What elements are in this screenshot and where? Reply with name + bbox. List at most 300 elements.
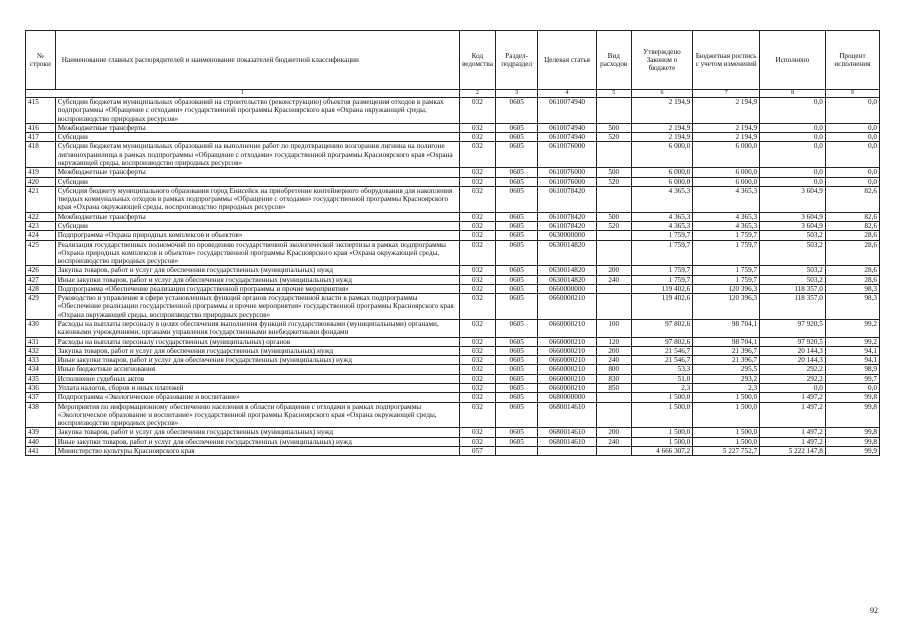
row-name-cell: Руководство и управление в сфере установленных функций органов государственной власти в рамках подпрограммы «Обеспечение реализации государственной программы и прочие мероприятия» государственной программы Красноярского края «Охрана окружающей среды, воспроизводство природных ресурсов» — [55, 294, 459, 320]
budget-list-cell: 2 194,9 — [693, 98, 760, 124]
approved-cell: 1 759,7 — [631, 231, 693, 240]
row-number-cell: 425 — [26, 240, 56, 266]
budget-list-cell: 295,5 — [693, 365, 760, 374]
row-name-cell: Мероприятия по информационному обеспечению населения в области обращения с отходами в рамках подпрограммы «Экологическое образование и воспитание» государственной программы Красноярского края «Охрана окружающей среды, воспроизводство природных ресурсов» — [55, 402, 459, 428]
section-cell: 0605 — [495, 374, 537, 383]
row-number-cell: 421 — [26, 186, 56, 212]
dept-code-cell: 032 — [459, 384, 495, 393]
executed-cell: 503,2 — [760, 275, 826, 284]
row-name-cell: Иные бюджетные ассигнования — [55, 365, 459, 374]
section-cell: 0605 — [495, 337, 537, 346]
approved-cell: 4 365,3 — [631, 186, 693, 212]
dept-code-cell: 032 — [459, 168, 495, 177]
section-cell: 0605 — [495, 393, 537, 402]
row-name-cell: Субсидии бюджетам муниципальных образований на выполнение работ по предотвращению возгорания лигнина на полигоне лигнинохранилища в рамках подпрограммы «Обращение с отходами» государственной программы Красноярского края «Охрана окружающей среды, воспроизводство природных ресурсов» — [55, 142, 459, 168]
budget-list-cell: 6 000,0 — [693, 168, 760, 177]
row-number-cell: 438 — [26, 402, 56, 428]
row-number-cell: 415 — [26, 98, 56, 124]
percent-cell: 99,2 — [825, 337, 879, 346]
row-name-cell: Расходы на выплаты персоналу в целях обеспечения выполнения функций государственными (муниципальными) органами, казенными учреждениями, органами управления государственными внебюджетными фондами — [55, 320, 459, 338]
budget-list-cell: 2 194,9 — [693, 123, 760, 132]
table-row — [26, 384, 880, 393]
row-number-cell: 429 — [26, 294, 56, 320]
approved-cell: 4 666 307,2 — [631, 446, 693, 455]
approved-cell: 1 759,7 — [631, 240, 693, 266]
approved-cell: 2,3 — [631, 384, 693, 393]
row-name-cell: Закупка товаров, работ и услуг для обеспечения государственных (муниципальных) нужд — [55, 428, 459, 437]
target-cell: 0630014820 — [538, 266, 596, 275]
percent-cell: 94,1 — [825, 346, 879, 355]
row-name-cell: Межбюджетные трансферты — [55, 212, 459, 221]
percent-cell: 0,0 — [825, 177, 879, 186]
percent-cell: 82,6 — [825, 212, 879, 221]
section-cell: 0605 — [495, 356, 537, 365]
table-header-row — [26, 31, 880, 90]
target-cell: 0660000210 — [538, 346, 596, 355]
target-cell: 0610078420 — [538, 221, 596, 230]
row-name-cell: Исполнение судебных актов — [55, 374, 459, 383]
executed-cell: 503,2 — [760, 231, 826, 240]
row-name-cell: Подпрограмма «Обеспечение реализации государственной программы и прочие мероприятия» — [55, 284, 459, 293]
dept-code-cell: 032 — [459, 186, 495, 212]
row-number-cell: 439 — [26, 428, 56, 437]
section-cell: 0605 — [495, 240, 537, 266]
dept-code-cell: 057 — [459, 446, 495, 455]
target-cell: 0610078420 — [538, 212, 596, 221]
expense-type-cell: 200 — [596, 428, 631, 437]
section-cell: 0605 — [495, 98, 537, 124]
executed-cell: 118 357,0 — [760, 294, 826, 320]
column-index-cell: 7 — [693, 90, 760, 98]
percent-cell: 0,0 — [825, 133, 879, 142]
budget-list-cell: 1 759,7 — [693, 275, 760, 284]
header-budget-list: Бюджетная роспись с учетом изменений — [693, 31, 760, 90]
section-cell: 0605 — [495, 231, 537, 240]
target-cell: 0680014610 — [538, 437, 596, 446]
table-row — [26, 133, 880, 142]
row-number-cell: 424 — [26, 231, 56, 240]
expense-type-cell: 830 — [596, 374, 631, 383]
table-row — [26, 212, 880, 221]
table-row — [26, 337, 880, 346]
row-name-cell: Иные закупки товаров, работ и услуг для обеспечения государственных (муниципальных) нужд — [55, 356, 459, 365]
dept-code-cell: 032 — [459, 123, 495, 132]
table-row — [26, 346, 880, 355]
column-index-cell: 8 — [760, 90, 826, 98]
row-number-cell: 431 — [26, 337, 56, 346]
expense-type-cell: 500 — [596, 212, 631, 221]
executed-cell: 0,0 — [760, 142, 826, 168]
section-cell: 0605 — [495, 221, 537, 230]
section-cell: 0605 — [495, 346, 537, 355]
section-cell: 0605 — [495, 186, 537, 212]
table-row — [26, 142, 880, 168]
percent-cell: 99,8 — [825, 428, 879, 437]
dept-code-cell: 032 — [459, 356, 495, 365]
target-cell: 0660000210 — [538, 356, 596, 365]
budget-list-cell: 2,3 — [693, 384, 760, 393]
row-number-cell: 417 — [26, 133, 56, 142]
percent-cell: 28,6 — [825, 266, 879, 275]
dept-code-cell: 032 — [459, 275, 495, 284]
section-cell: 0605 — [495, 284, 537, 293]
section-cell: 0605 — [495, 365, 537, 374]
column-index-row — [26, 90, 880, 98]
executed-cell: 292,2 — [760, 365, 826, 374]
row-number-cell: 434 — [26, 365, 56, 374]
expense-type-cell: 520 — [596, 133, 631, 142]
executed-cell: 0,0 — [760, 168, 826, 177]
page-number: 92 — [870, 606, 878, 615]
dept-code-cell: 032 — [459, 294, 495, 320]
table-row — [26, 177, 880, 186]
table-body — [26, 98, 880, 456]
dept-code-cell: 032 — [459, 212, 495, 221]
expense-type-cell — [596, 186, 631, 212]
row-name-cell: Субсидии — [55, 221, 459, 230]
table-row — [26, 428, 880, 437]
budget-list-cell: 5 227 752,7 — [693, 446, 760, 455]
percent-cell: 99,7 — [825, 374, 879, 383]
percent-cell: 99,8 — [825, 393, 879, 402]
percent-cell: 94,1 — [825, 356, 879, 365]
table-row — [26, 275, 880, 284]
dept-code-cell: 032 — [459, 231, 495, 240]
dept-code-cell: 032 — [459, 284, 495, 293]
header-name: Наименование главных распорядителей и наименование показателей бюджетной классификации — [55, 31, 459, 90]
percent-cell: 98,3 — [825, 294, 879, 320]
budget-list-cell: 6 000,0 — [693, 177, 760, 186]
approved-cell: 97 802,6 — [631, 337, 693, 346]
target-cell: 0610074940 — [538, 123, 596, 132]
target-cell: 0660000210 — [538, 320, 596, 338]
executed-cell: 97 920,5 — [760, 320, 826, 338]
expense-type-cell — [596, 393, 631, 402]
executed-cell: 1 497,2 — [760, 428, 826, 437]
column-index-cell: 4 — [538, 90, 596, 98]
table-row — [26, 320, 880, 338]
budget-table — [25, 30, 880, 456]
percent-cell: 0,0 — [825, 142, 879, 168]
row-name-cell: Подпрограмма «Охрана природных комплексов и объектов» — [55, 231, 459, 240]
expense-type-cell — [596, 142, 631, 168]
section-cell: 0605 — [495, 275, 537, 284]
percent-cell: 0,0 — [825, 168, 879, 177]
dept-code-cell: 032 — [459, 98, 495, 124]
table-row — [26, 168, 880, 177]
target-cell: 0630014820 — [538, 240, 596, 266]
row-name-cell: Уплата налогов, сборов и иных платежей — [55, 384, 459, 393]
row-name-cell: Закупка товаров, работ и услуг для обеспечения государственных (муниципальных) нужд — [55, 266, 459, 275]
percent-cell: 0,0 — [825, 384, 879, 393]
row-number-cell: 427 — [26, 275, 56, 284]
budget-list-cell: 4 365,3 — [693, 221, 760, 230]
row-name-cell: Министерство культуры Красноярского края — [55, 446, 459, 455]
table-row — [26, 231, 880, 240]
approved-cell: 51,0 — [631, 374, 693, 383]
row-number-cell: 432 — [26, 346, 56, 355]
expense-type-cell: 520 — [596, 221, 631, 230]
approved-cell: 1 759,7 — [631, 275, 693, 284]
section-cell: 0605 — [495, 384, 537, 393]
approved-cell: 1 500,0 — [631, 428, 693, 437]
approved-cell: 53,3 — [631, 365, 693, 374]
dept-code-cell: 032 — [459, 221, 495, 230]
target-cell: 0680000000 — [538, 393, 596, 402]
executed-cell: 3 604,9 — [760, 212, 826, 221]
budget-list-cell: 120 396,3 — [693, 294, 760, 320]
expense-type-cell: 240 — [596, 437, 631, 446]
expense-type-cell: 200 — [596, 266, 631, 275]
budget-list-cell: 1 500,0 — [693, 428, 760, 437]
executed-cell: 97 920,5 — [760, 337, 826, 346]
expense-type-cell — [596, 402, 631, 428]
executed-cell: 1 497,2 — [760, 402, 826, 428]
expense-type-cell: 500 — [596, 123, 631, 132]
section-cell: 0605 — [495, 123, 537, 132]
row-number-cell: 437 — [26, 393, 56, 402]
budget-list-cell: 4 365,3 — [693, 212, 760, 221]
budget-list-cell: 1 759,7 — [693, 266, 760, 275]
section-cell: 0605 — [495, 133, 537, 142]
percent-cell: 28,6 — [825, 231, 879, 240]
executed-cell: 3 604,9 — [760, 186, 826, 212]
row-name-cell: Реализация государственных полномочий по проведению государственной экологической экспертизы в рамках подпрограммы «Охрана природных комплексов и объектов» государственной программы Красноярского края «Охрана окружающей среды, воспроизводство природных ресурсов» — [55, 240, 459, 266]
approved-cell: 1 500,0 — [631, 393, 693, 402]
dept-code-cell: 032 — [459, 428, 495, 437]
budget-list-cell: 4 365,3 — [693, 186, 760, 212]
executed-cell: 0,0 — [760, 123, 826, 132]
column-index-cell: 2 — [459, 90, 495, 98]
budget-list-cell: 2 194,9 — [693, 133, 760, 142]
section-cell: 0605 — [495, 428, 537, 437]
target-cell: 0660000000 — [538, 284, 596, 293]
expense-type-cell: 120 — [596, 337, 631, 346]
approved-cell: 21 546,7 — [631, 356, 693, 365]
budget-list-cell: 21 396,7 — [693, 356, 760, 365]
row-number-cell: 436 — [26, 384, 56, 393]
table-row — [26, 123, 880, 132]
row-name-cell: Иные закупки товаров, работ и услуг для обеспечения государственных (муниципальных) нужд — [55, 437, 459, 446]
percent-cell: 28,6 — [825, 275, 879, 284]
approved-cell: 4 365,3 — [631, 212, 693, 221]
column-index-cell: 5 — [596, 90, 631, 98]
section-cell: 0605 — [495, 402, 537, 428]
row-name-cell: Расходы на выплаты персоналу государственных (муниципальных) органов — [55, 337, 459, 346]
row-number-cell: 428 — [26, 284, 56, 293]
table-row — [26, 294, 880, 320]
executed-cell: 0,0 — [760, 177, 826, 186]
approved-cell: 119 402,6 — [631, 284, 693, 293]
table-row — [26, 437, 880, 446]
column-index-cell: 1 — [26, 90, 460, 98]
dept-code-cell: 032 — [459, 142, 495, 168]
section-cell: 0605 — [495, 320, 537, 338]
row-name-cell: Иные закупки товаров, работ и услуг для обеспечения государственных (муниципальных) нужд — [55, 275, 459, 284]
target-cell: 0610078420 — [538, 186, 596, 212]
budget-list-cell: 120 396,3 — [693, 284, 760, 293]
dept-code-cell: 032 — [459, 320, 495, 338]
row-number-cell: 423 — [26, 221, 56, 230]
approved-cell: 2 194,9 — [631, 98, 693, 124]
row-name-cell: Межбюджетные трансферты — [55, 123, 459, 132]
executed-cell: 503,2 — [760, 266, 826, 275]
approved-cell: 1 759,7 — [631, 266, 693, 275]
percent-cell: 28,6 — [825, 240, 879, 266]
target-cell: 0610074940 — [538, 98, 596, 124]
dept-code-cell: 032 — [459, 437, 495, 446]
column-index-cell: 9 — [825, 90, 879, 98]
expense-type-cell: 200 — [596, 346, 631, 355]
dept-code-cell: 032 — [459, 365, 495, 374]
row-number-cell: 440 — [26, 437, 56, 446]
executed-cell: 118 357,0 — [760, 284, 826, 293]
column-index-cell: 3 — [495, 90, 537, 98]
expense-type-cell — [596, 98, 631, 124]
header-executed: Исполнено — [760, 31, 826, 90]
percent-cell: 82,6 — [825, 221, 879, 230]
target-cell: 0660000210 — [538, 365, 596, 374]
row-name-cell: Подпрограмма «Экологическое образование и воспитание» — [55, 393, 459, 402]
row-number-cell: 426 — [26, 266, 56, 275]
section-cell: 0605 — [495, 266, 537, 275]
target-cell — [538, 446, 596, 455]
executed-cell: 503,2 — [760, 240, 826, 266]
expense-type-cell — [596, 284, 631, 293]
table-row — [26, 402, 880, 428]
header-percent: Процент исполнения — [825, 31, 879, 90]
dept-code-cell: 032 — [459, 177, 495, 186]
expense-type-cell — [596, 240, 631, 266]
expense-type-cell: 240 — [596, 275, 631, 284]
budget-list-cell: 21 396,7 — [693, 346, 760, 355]
row-name-cell: Субсидия бюджету муниципального образования город Енисейск на приобретение контейнерного оборудования для накопления твердых коммунальных отходов в рамках подпрограммы «Обращение с отходами» государственной программы Красноярского края «Охрана окружающей среды, воспроизводство природных ресурсов» — [55, 186, 459, 212]
section-cell: 0605 — [495, 294, 537, 320]
target-cell: 0660000210 — [538, 294, 596, 320]
executed-cell: 1 497,2 — [760, 393, 826, 402]
executed-cell: 0,0 — [760, 384, 826, 393]
approved-cell: 4 365,3 — [631, 221, 693, 230]
budget-list-cell: 1 500,0 — [693, 437, 760, 446]
table-row — [26, 98, 880, 124]
table-row — [26, 240, 880, 266]
section-cell: 0605 — [495, 168, 537, 177]
budget-list-cell: 6 000,0 — [693, 142, 760, 168]
table-row — [26, 284, 880, 293]
column-index-cell: 6 — [631, 90, 693, 98]
header-row-no: № строки — [26, 31, 56, 90]
approved-cell: 6 000,0 — [631, 142, 693, 168]
expense-type-cell: 100 — [596, 320, 631, 338]
approved-cell: 119 402,6 — [631, 294, 693, 320]
approved-cell: 1 500,0 — [631, 402, 693, 428]
row-number-cell: 416 — [26, 123, 56, 132]
budget-list-cell: 293,2 — [693, 374, 760, 383]
header-section: Раздел-подраздел — [495, 31, 537, 90]
target-cell: 0610076000 — [538, 168, 596, 177]
executed-cell: 0,0 — [760, 133, 826, 142]
expense-type-cell: 850 — [596, 384, 631, 393]
expense-type-cell: 800 — [596, 365, 631, 374]
dept-code-cell: 032 — [459, 393, 495, 402]
row-number-cell: 435 — [26, 374, 56, 383]
target-cell: 0610074940 — [538, 133, 596, 142]
executed-cell: 3 604,9 — [760, 221, 826, 230]
target-cell: 0630000000 — [538, 231, 596, 240]
row-number-cell: 420 — [26, 177, 56, 186]
section-cell: 0605 — [495, 212, 537, 221]
header-dept-code: Код ведомства — [459, 31, 495, 90]
budget-list-cell: 1 500,0 — [693, 393, 760, 402]
target-cell: 0610076000 — [538, 142, 596, 168]
executed-cell: 5 222 147,8 — [760, 446, 826, 455]
row-name-cell: Субсидии — [55, 177, 459, 186]
percent-cell: 99,8 — [825, 437, 879, 446]
expense-type-cell: 240 — [596, 356, 631, 365]
row-name-cell: Закупка товаров, работ и услуг для обеспечения государственных (муниципальных) нужд — [55, 346, 459, 355]
expense-type-cell — [596, 294, 631, 320]
approved-cell: 97 802,6 — [631, 320, 693, 338]
budget-list-cell: 98 704,1 — [693, 320, 760, 338]
dept-code-cell: 032 — [459, 402, 495, 428]
budget-list-cell: 1 759,7 — [693, 240, 760, 266]
table-row — [26, 186, 880, 212]
header-approved: Утверждено Законом о бюджете — [631, 31, 693, 90]
percent-cell: 0,0 — [825, 98, 879, 124]
row-number-cell: 419 — [26, 168, 56, 177]
target-cell: 0660000210 — [538, 337, 596, 346]
budget-list-cell: 1 500,0 — [693, 402, 760, 428]
table-row — [26, 221, 880, 230]
header-target: Целевая статья — [538, 31, 596, 90]
header-expense-type: Вид расходов — [596, 31, 631, 90]
expense-type-cell: 520 — [596, 177, 631, 186]
table-row — [26, 266, 880, 275]
row-number-cell: 441 — [26, 446, 56, 455]
row-number-cell: 418 — [26, 142, 56, 168]
target-cell: 0680014610 — [538, 428, 596, 437]
section-cell — [495, 446, 537, 455]
dept-code-cell: 032 — [459, 240, 495, 266]
dept-code-cell: 032 — [459, 337, 495, 346]
target-cell: 0610076000 — [538, 177, 596, 186]
expense-type-cell: 500 — [596, 168, 631, 177]
table-row — [26, 446, 880, 455]
row-number-cell: 433 — [26, 356, 56, 365]
expense-type-cell — [596, 446, 631, 455]
percent-cell: 98,3 — [825, 284, 879, 293]
expense-type-cell — [596, 231, 631, 240]
row-number-cell: 430 — [26, 320, 56, 338]
budget-list-cell: 1 759,7 — [693, 231, 760, 240]
executed-cell: 292,2 — [760, 374, 826, 383]
approved-cell: 6 000,0 — [631, 168, 693, 177]
percent-cell: 99,8 — [825, 402, 879, 428]
row-name-cell: Межбюджетные трансферты — [55, 168, 459, 177]
approved-cell: 1 500,0 — [631, 437, 693, 446]
target-cell: 0680014610 — [538, 402, 596, 428]
approved-cell: 21 546,7 — [631, 346, 693, 355]
row-name-cell: Субсидии — [55, 133, 459, 142]
executed-cell: 20 144,3 — [760, 346, 826, 355]
table-row — [26, 356, 880, 365]
percent-cell: 98,9 — [825, 365, 879, 374]
section-cell: 0605 — [495, 177, 537, 186]
executed-cell: 0,0 — [760, 98, 826, 124]
table-row — [26, 374, 880, 383]
budget-list-cell: 98 704,1 — [693, 337, 760, 346]
approved-cell: 2 194,9 — [631, 123, 693, 132]
